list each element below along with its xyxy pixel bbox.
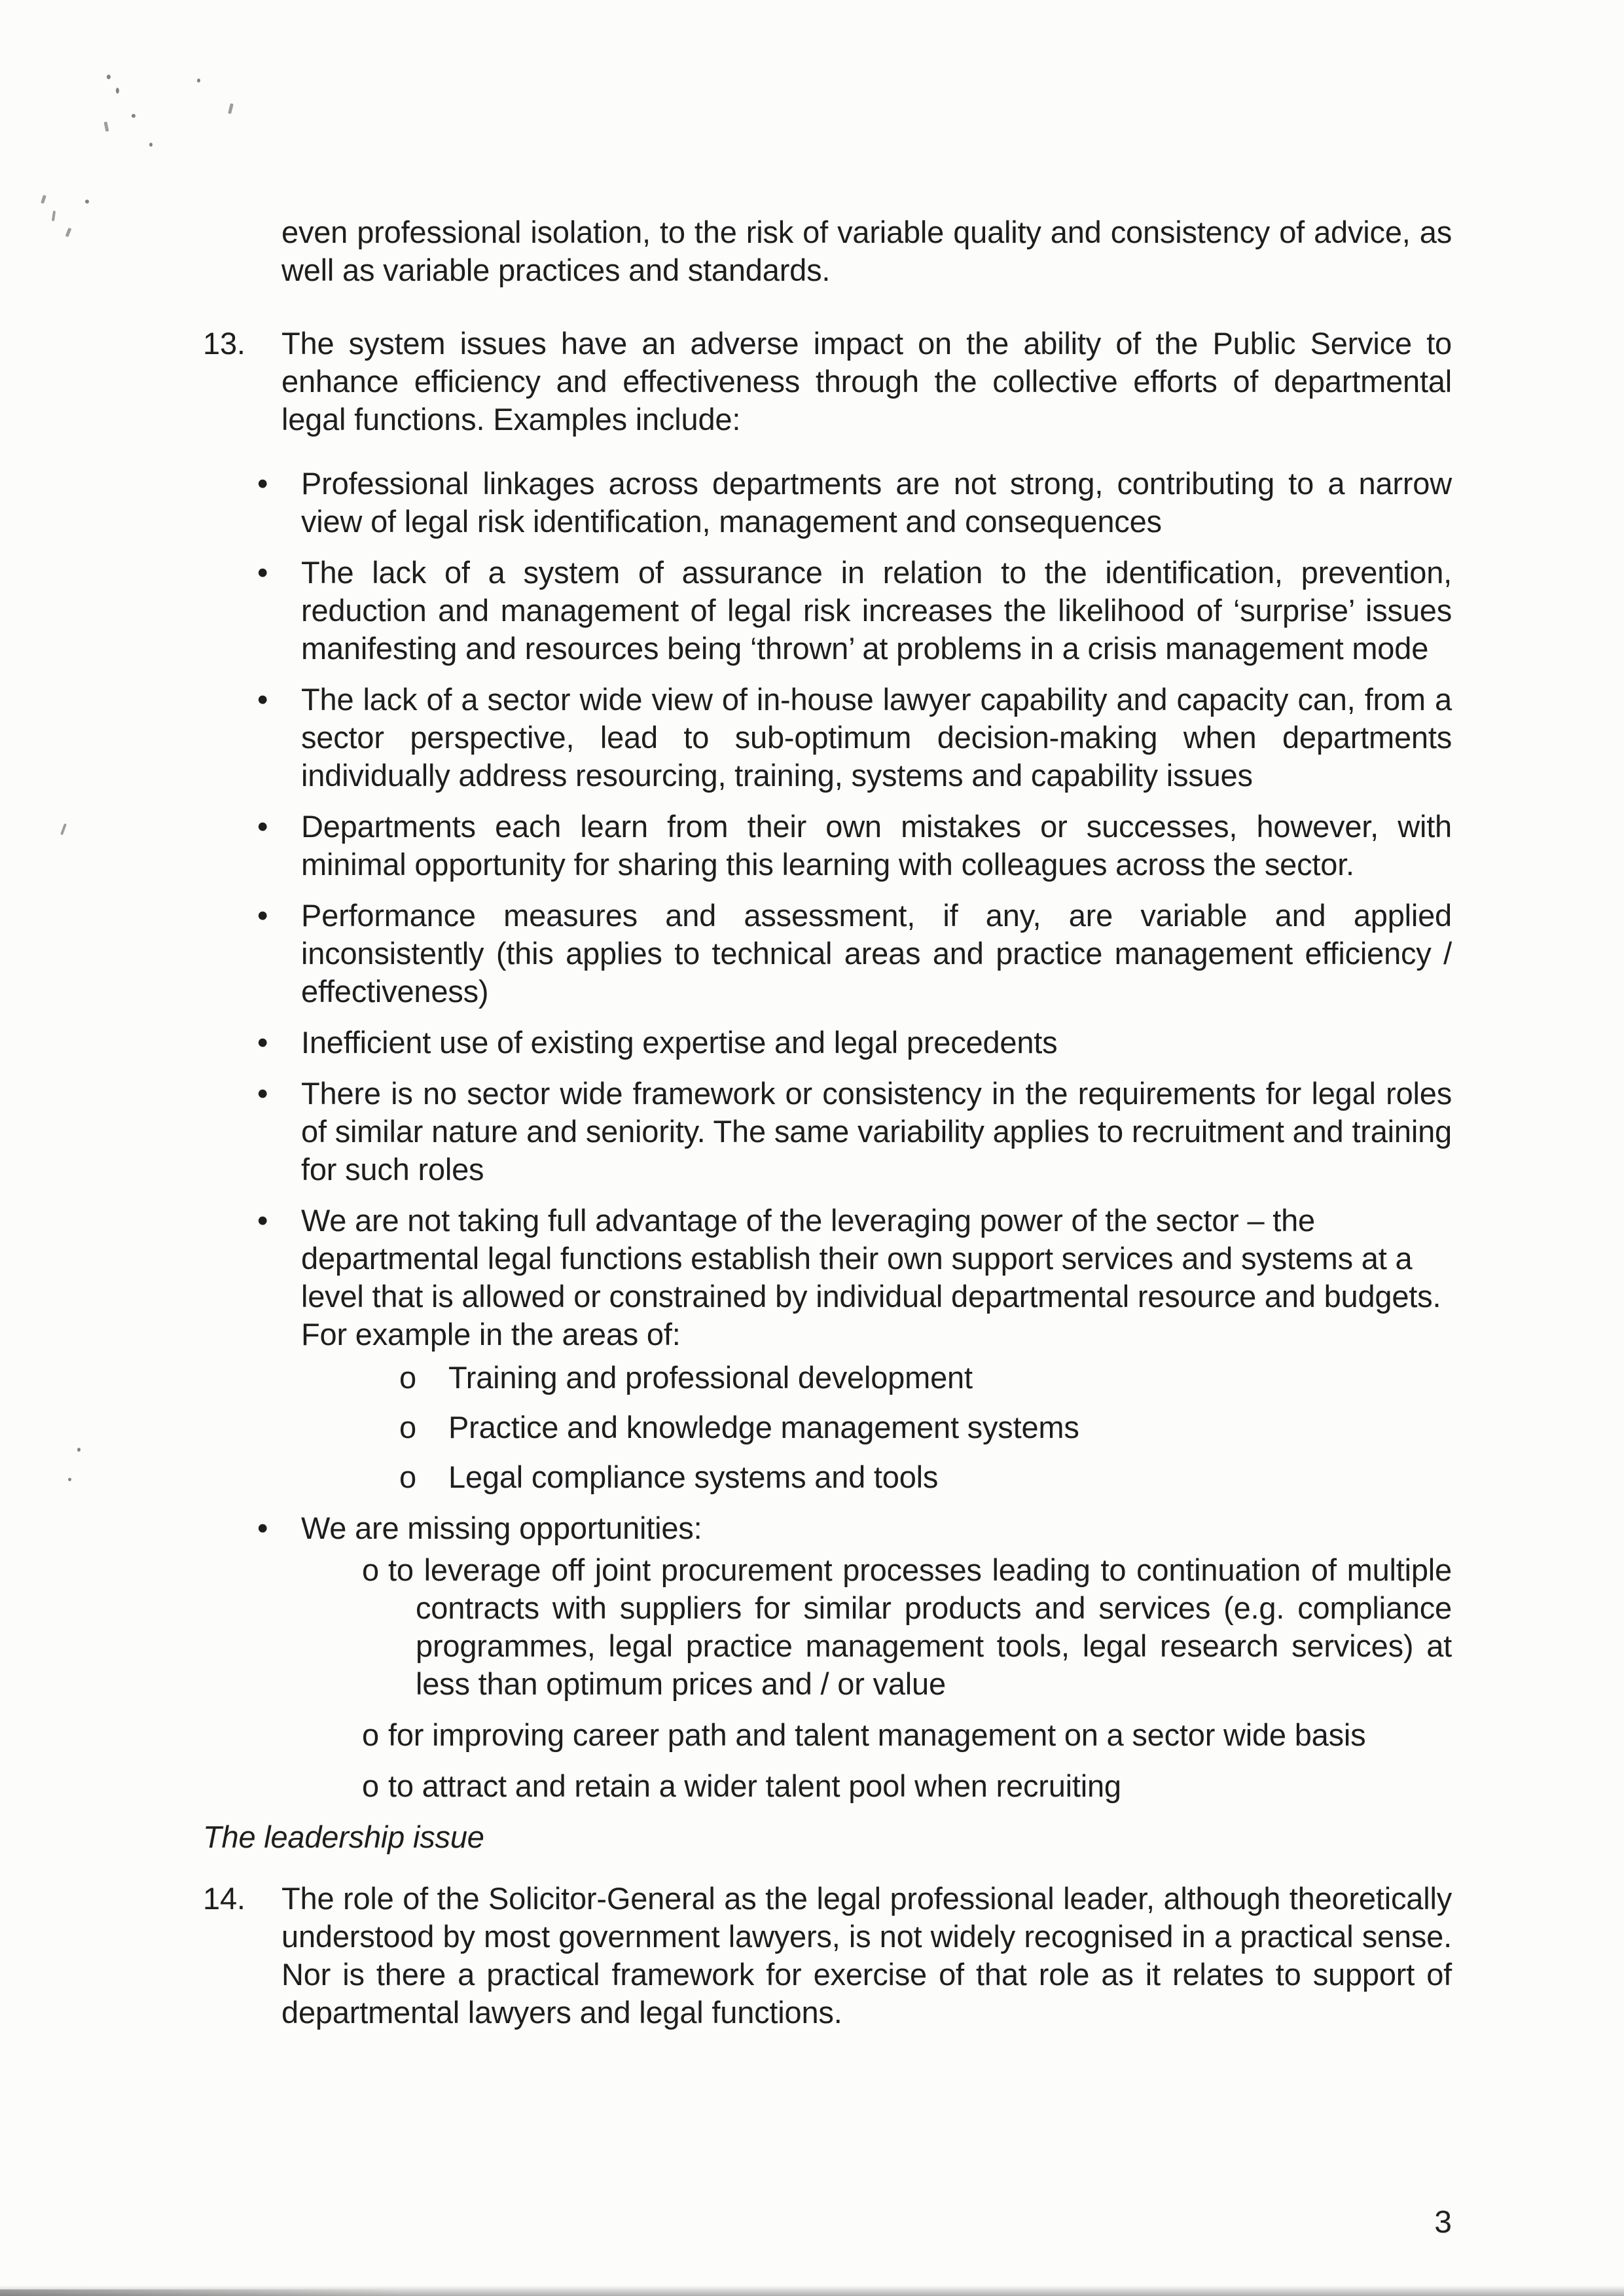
scan-speckle: [41, 195, 46, 204]
scan-speckle: [197, 79, 200, 82]
bullet-text: The lack of a system of assurance in relation to the identification, prevention, reduction and management of legal risk increases the likelihood of ‘surprise’ issues manifesting and resources being ‘thrown’ at problems in a crisis management mode: [301, 555, 1452, 666]
bullet-marker-icon: •: [257, 682, 268, 717]
bullet-marker-icon: •: [257, 466, 268, 501]
sub-bullet-item: [301, 1716, 1452, 1754]
bullet-text: Professional linkages across departments are not strong, contributing to a narrow view of legal risk identification, management and consequences: [301, 466, 1452, 539]
page-number: 3: [1434, 2205, 1452, 2240]
scan-speckle: [149, 143, 153, 147]
sub-bullet-item: [301, 1551, 1452, 1703]
circle-bullet-marker-icon: o: [399, 1460, 416, 1494]
bullet-item: [203, 681, 1452, 795]
scan-speckle: [52, 211, 56, 221]
scan-edge-shadow: [0, 2289, 406, 2296]
bullet-marker-icon: •: [257, 1076, 268, 1111]
bullet-text: Inefficient use of existing expertise and legal precedents: [301, 1025, 1058, 1060]
circle-bullet-marker-icon: o: [362, 1717, 379, 1752]
sub-bullet-text: for improving career path and talent management on a sector wide basis: [388, 1717, 1366, 1752]
sub-bullet-text: Training and professional development: [448, 1360, 973, 1395]
sub-bullet-item: [301, 1458, 1452, 1496]
sub-bullet-item: [301, 1408, 1452, 1446]
bullet-text: We are not taking full advantage of the leveraging power of the sector – the departmental legal functions establish their own support services and systems at a level that is allowed or constrained by individual departmental resource and budgets. For example in the areas of:: [301, 1203, 1441, 1352]
scan-speckle: [132, 114, 135, 118]
scan-speckle: [65, 228, 72, 238]
bullet-text: We are missing opportunities:: [301, 1511, 702, 1545]
item-13-text: The system issues have an adverse impact on the ability of the Public Service to enhance efficiency and effectiveness through the collective efforts of departmental legal functions. Examples include:: [281, 326, 1452, 437]
sub-bullet-list: [301, 1359, 1452, 1496]
bullet-text: There is no sector wide framework or consistency in the requirements for legal roles of similar nature and seniority. The same variability applies to recruitment and training for such roles: [301, 1076, 1452, 1187]
scan-speckle: [85, 200, 89, 204]
sub-bullet-list: [301, 1551, 1452, 1805]
bullet-marker-icon: •: [257, 555, 268, 590]
sub-bullet-item: [301, 1767, 1452, 1805]
scan-speckle: [60, 823, 67, 835]
circle-bullet-marker-icon: o: [362, 1552, 379, 1587]
sub-bullet-item: [301, 1359, 1452, 1397]
item-13-number: 13.: [203, 326, 245, 361]
item-14-text: The role of the Solicitor-General as the legal professional leader, although theoretically understood by most government lawyers, is not widely recognised in a practical sense. Nor is there a practical framework for exercise of that role as it relates to support of departmental lawyers and legal functions.: [281, 1881, 1452, 2030]
bullet-marker-icon: •: [257, 1025, 268, 1060]
circle-bullet-marker-icon: o: [399, 1360, 416, 1395]
scan-speckle: [116, 88, 119, 94]
sub-bullet-text: to leverage off joint procurement processes leading to continuation of multiple contracts with suppliers for similar products and services (e.g. compliance programmes, legal practice management tools, legal research services) at less than optimum prices and / or value: [388, 1552, 1452, 1701]
bullet-item: [203, 1509, 1452, 1805]
bullet-item: [203, 1202, 1452, 1496]
scan-speckle: [77, 1448, 81, 1452]
bullet-marker-icon: •: [257, 1203, 268, 1238]
item-14-number: 14.: [203, 1881, 245, 1916]
bullet-item: [203, 1075, 1452, 1189]
bullet-text: The lack of a sector wide view of in-house lawyer capability and capacity can, from a sector perspective, lead to sub-optimum decision-making when departments individually address resourcing, training, systems and capability issues: [301, 682, 1452, 793]
issues-bullet-list: [203, 465, 1452, 1805]
bullet-item: [203, 1024, 1452, 1062]
sub-bullet-text: to attract and retain a wider talent pool when recruiting: [388, 1768, 1121, 1803]
numbered-item-14: [203, 1880, 1452, 2032]
scan-speckle: [228, 103, 234, 115]
section-heading-leadership: The leadership issue: [203, 1820, 484, 1854]
page-content: [203, 213, 1452, 2058]
bullet-item: [203, 465, 1452, 541]
bullet-marker-icon: •: [257, 809, 268, 844]
sub-bullet-text: Practice and knowledge management systems: [448, 1410, 1079, 1444]
circle-bullet-marker-icon: o: [399, 1410, 416, 1444]
bullet-text: Performance measures and assessment, if any, are variable and applied inconsistently (this applies to technical areas and practice management efficiency / effectiveness): [301, 898, 1452, 1009]
bullet-text: Departments each learn from their own mistakes or successes, however, with minimal opportunity for sharing this learning with colleagues across the sector.: [301, 809, 1452, 882]
circle-bullet-marker-icon: o: [362, 1768, 379, 1803]
scan-speckle: [103, 122, 109, 132]
numbered-item-13: [203, 325, 1452, 439]
bullet-item: [203, 808, 1452, 884]
bullet-marker-icon: •: [257, 1511, 268, 1545]
bullet-marker-icon: •: [257, 898, 268, 933]
scan-speckle: [107, 75, 111, 79]
scan-speckle: [68, 1478, 71, 1481]
bullet-item: [203, 897, 1452, 1011]
paragraph-continuation: even professional isolation, to the risk of variable quality and consistency of advice, as well as variable practices and standards.: [281, 215, 1452, 287]
sub-bullet-text: Legal compliance systems and tools: [448, 1460, 939, 1494]
bullet-item: [203, 554, 1452, 668]
